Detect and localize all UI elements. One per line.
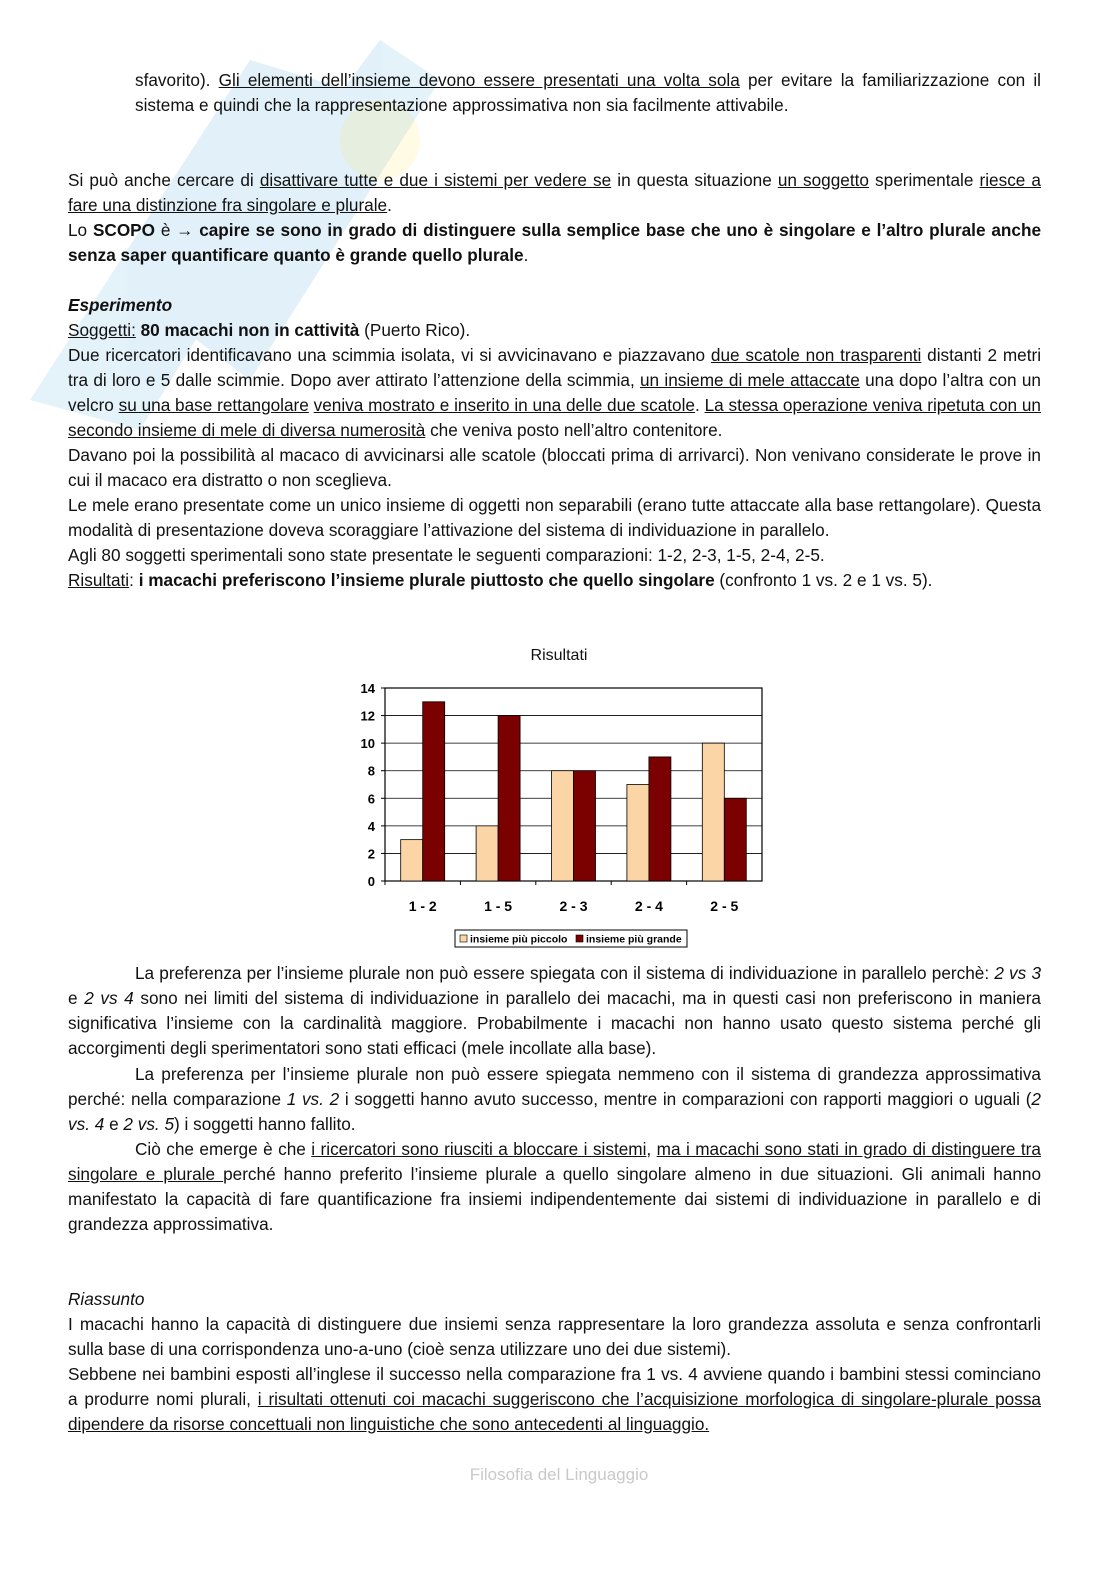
- text-run: Agli 80 soggetti sperimentali sono state presentate le seguenti comparazioni: 1-2, 2-3, 1-5, 2-4, 2-5.: [68, 545, 825, 565]
- text-run: sfavorito).: [135, 70, 219, 90]
- y-tick-label: 0: [367, 874, 375, 889]
- legend-label: insieme più grande: [586, 933, 682, 946]
- heading-text: Riassunto: [68, 1289, 145, 1309]
- bar-smaller: [552, 771, 574, 881]
- text-run: La preferenza per l’insieme plurale non può essere spiegata con il sistema di individuazione in parallelo perchè:: [135, 963, 995, 983]
- text-run: che veniva posto nell’altro contenitore.: [425, 420, 723, 440]
- bar-smaller: [627, 785, 649, 882]
- x-tick-label: 1 - 2: [408, 898, 437, 914]
- bar-larger: [649, 757, 671, 881]
- legend-swatch: [460, 935, 467, 942]
- text-run: e: [68, 988, 85, 1008]
- underlined-text: Risultati: [68, 570, 130, 590]
- text-run: Due ricercatori identificavano una scimmia isolata, vi si avvicinavano e piazzavano: [68, 345, 711, 365]
- text-run: una dopo l’altra con un velcro: [68, 370, 1041, 415]
- bold-text: i macachi preferiscono l’insieme plurale piuttosto che quello singolare: [138, 570, 715, 590]
- y-tick-label: 12: [360, 708, 375, 724]
- underlined-text: disattivare tutte e due i sistemi per vedere se: [259, 170, 612, 190]
- underlined-text: un soggetto: [777, 170, 869, 190]
- text-run: perché hanno preferito l’insieme plurale a quello singolare almeno in due situazioni. Gli animali hanno manifestato la capacità di fare quantificazione fra insiemi indipendentemente dai sistemi di individuazione in parallelo e di grandezza approssimativa.: [68, 1164, 1041, 1234]
- text-run: Davano poi la possibilità al macaco di avvicinarsi alle scatole (bloccati prima di arrivarci). Non venivano considerate le prove in cui il macaco era distratto o non sceglieva.: [68, 445, 1041, 490]
- text-run: Le mele erano presentate come un unico insieme di oggetti non separabili (erano tutte attaccate alla base rettangolare). Questa modalità di presentazione doveva scoraggiare l’attivazione del sistema di individuazione in parallelo.: [68, 495, 1041, 540]
- bold-text: SCOPO: [92, 220, 156, 240]
- italic-text: 2 vs 3: [994, 963, 1041, 983]
- results-chart: [340, 668, 780, 958]
- text-run: ) i soggetti hanno fallito.: [174, 1114, 356, 1134]
- text-run: I macachi hanno la capacità di distinguere due insiemi senza rappresentare la loro grandezza assoluta e senza confrontarli sulla base di una corrispondenza uno-a-uno (cioè senza utilizzare uno dei due sistemi).: [68, 1314, 1041, 1359]
- bar-larger: [498, 716, 520, 881]
- text-run: Ciò che emerge è che: [135, 1139, 312, 1159]
- bar-smaller: [401, 840, 423, 881]
- page-footer: Filosofia del Linguaggio: [469, 1465, 649, 1484]
- bold-text: capire se sono in grado di distinguere sulla semplice base che uno è singolare e l’altro plurale anche senza saper quantificare quanto è grande quello plurale: [68, 220, 1042, 265]
- bar-larger: [724, 798, 746, 881]
- underlined-text: ma i macachi sono stati in grado di distinguere tra singolare e plurale: [68, 1139, 1041, 1184]
- x-tick-label: 2 - 4: [634, 898, 663, 914]
- y-tick-label: 4: [367, 818, 375, 834]
- text-run: sperimentale: [868, 170, 980, 190]
- underlined-text: due scatole non trasparenti: [710, 345, 922, 365]
- legend-label: insieme più piccolo: [470, 933, 568, 946]
- bar-smaller: [702, 743, 724, 881]
- heading-text: Esperimento: [68, 295, 173, 315]
- text-run: :: [129, 570, 139, 590]
- underlined-text: i ricercatori sono riusciti a bloccare i sistemi: [311, 1139, 647, 1159]
- text-run: La preferenza per l’insieme plurale non può essere spiegata nemmeno con il sistema di grandezza approssimativa perché: nella comparazione: [68, 1064, 1041, 1109]
- text-run: distanti 2 metri tra di loro e 5 dalle scimmie. Dopo aver attirato l’attenzione della scimmia,: [68, 345, 1042, 390]
- text-run: (Puerto Rico).: [359, 320, 471, 340]
- underlined-text: La stessa operazione veniva ripetuta con un secondo insieme di mele di diversa numerosità: [68, 395, 1041, 440]
- text-run: in questa situazione: [611, 170, 778, 190]
- italic-text: 2 vs. 4: [68, 1089, 1041, 1134]
- y-tick-label: 14: [360, 681, 375, 696]
- text-run: e: [104, 1114, 124, 1134]
- text-run: .: [694, 395, 705, 415]
- paragraph-intro: [135, 68, 1041, 118]
- y-tick-label: 8: [367, 763, 375, 779]
- text-run: sono nei limiti del sistema di individuazione in parallelo dei macachi, ma in questi casi non preferiscono in maniera significativa l’insieme con la cardinalità maggiore. Probabilmente i macachi non hanno usato questo sistema perché gli accorgimenti degli sperimentatori sono stati efficaci (mele incollate alla base).: [68, 988, 1041, 1058]
- bar-smaller: [476, 826, 498, 881]
- text-run: per evitare la familiarizzazione con il sistema e quindi che la rappresentazione approssimativa non sia facilmente attivabile.: [135, 70, 1041, 115]
- underlined-text: veniva mostrato e inserito in una delle due scatole: [313, 395, 695, 415]
- bold-text: 80 macachi non in cattività: [140, 320, 360, 340]
- chart-title: Risultati: [530, 647, 588, 664]
- paragraph-parallel-system: [68, 961, 1041, 1061]
- underlined-text: su una base rettangolare: [118, 395, 309, 415]
- text-run: i soggetti hanno avuto successo, mentre in comparazioni con rapporti maggiori o uguali (: [339, 1089, 1032, 1109]
- y-tick-label: 6: [367, 791, 375, 807]
- text-run: Lo: [68, 220, 93, 240]
- paragraph-experiment: [68, 318, 1041, 593]
- bar-larger: [574, 771, 596, 881]
- paragraph-conclusion: [68, 1137, 1041, 1237]
- text-run: è →: [155, 220, 200, 240]
- italic-text: 2 vs. 5: [123, 1114, 175, 1134]
- legend-swatch: [576, 935, 583, 942]
- y-tick-label: 2: [367, 846, 375, 862]
- paragraph-summary: [68, 1312, 1041, 1437]
- x-tick-label: 2 - 3: [559, 898, 588, 914]
- text-run: Sebbene nei bambini esposti all’inglese il successo nella comparazione fra 1 vs. 4 avviene quando i bambini stessi cominciano a produrre nomi plurali,: [68, 1364, 1041, 1409]
- section-heading-riassunto: [68, 1287, 1041, 1312]
- underlined-text: Soggetti:: [68, 320, 136, 340]
- underlined-text: riesce a fare una distinzione fra singolare e plurale: [68, 170, 1041, 215]
- x-tick-label: 1 - 5: [484, 898, 513, 914]
- bar-larger: [423, 702, 445, 881]
- y-tick-label: 10: [360, 736, 375, 752]
- text-run: .: [523, 245, 529, 265]
- section-heading-esperimento: [68, 293, 1041, 318]
- underlined-text: Gli elementi dell’insieme devono essere presentati una volta sola: [218, 70, 740, 90]
- text-run: ,: [646, 1139, 657, 1159]
- paragraph-disable-systems: [68, 168, 1041, 268]
- text-run: (confronto 1 vs. 2 e 1 vs. 5).: [714, 570, 933, 590]
- italic-text: 1 vs. 2: [286, 1089, 340, 1109]
- paragraph-approximate-system: [68, 1062, 1041, 1137]
- text-run: .: [387, 195, 392, 215]
- italic-text: 2 vs 4: [84, 988, 134, 1008]
- text-run: Si può anche cercare di: [68, 170, 260, 190]
- x-tick-label: 2 - 5: [710, 898, 739, 914]
- underlined-text: i risultati ottenuti coi macachi suggeriscono che l’acquisizione morfologica di singolare-plurale possa dipendere da risorse concettuali non linguistiche che sono antecedenti al linguaggio.: [68, 1389, 1041, 1434]
- results-chart-svg: [340, 668, 780, 958]
- underlined-text: un insieme di mele attaccate: [640, 370, 860, 390]
